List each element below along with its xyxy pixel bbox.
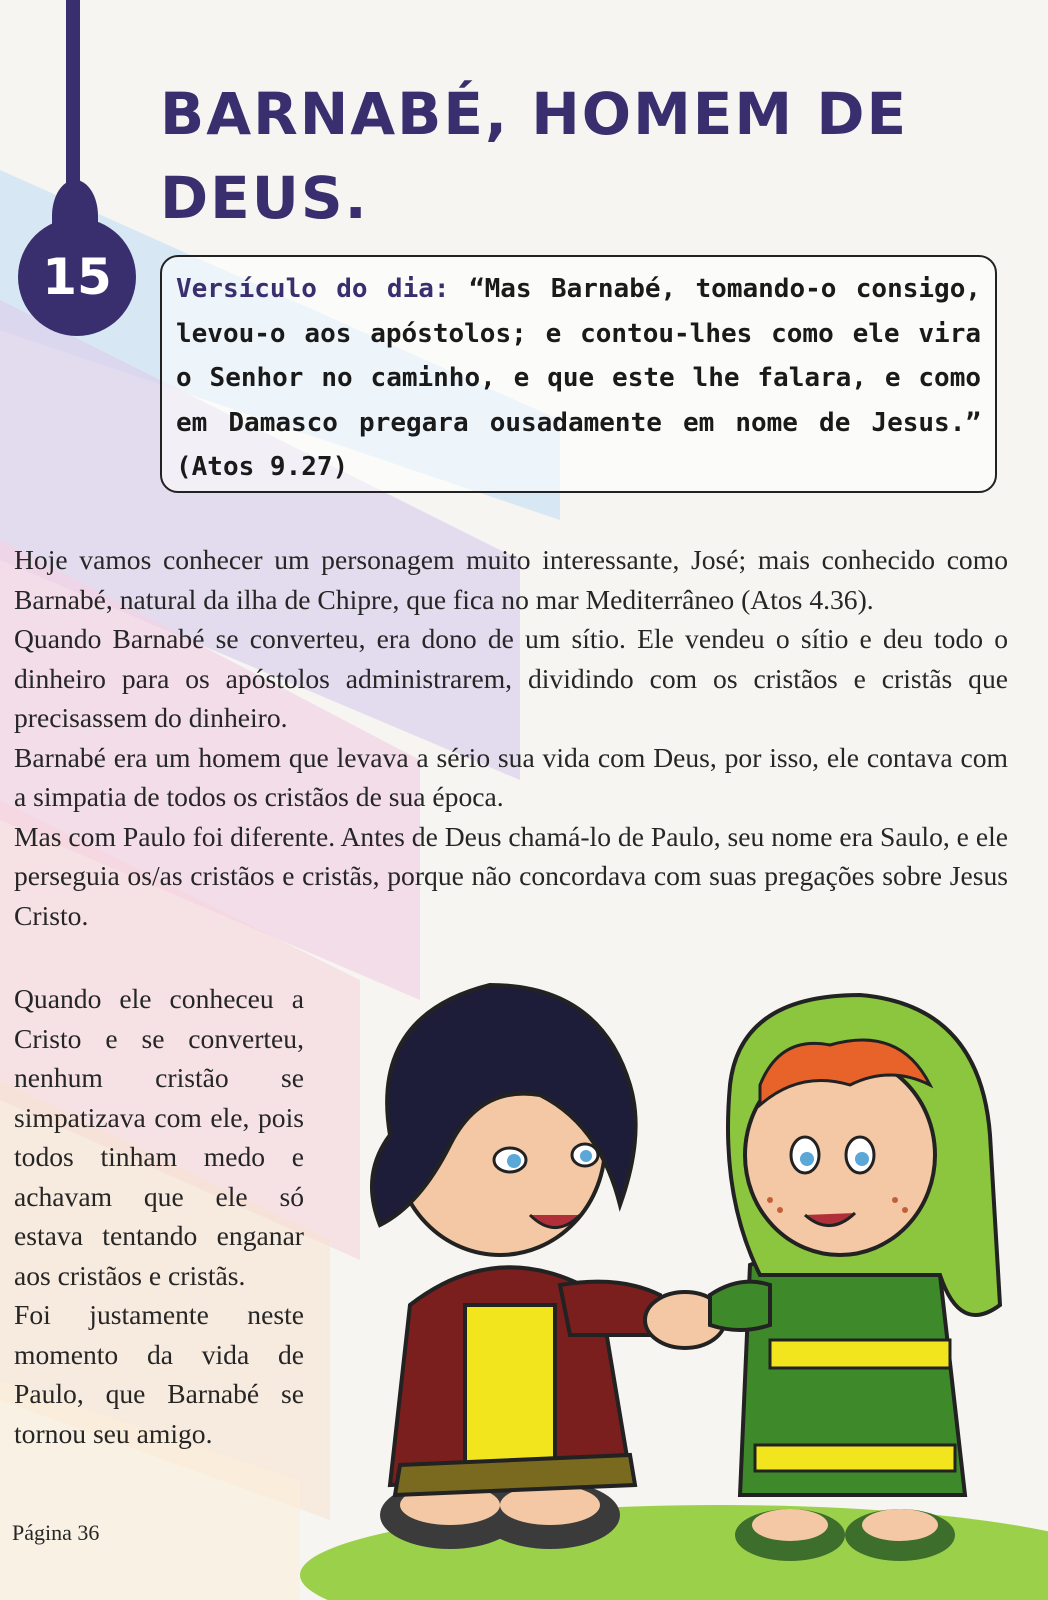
decorative-vertical-line [66,0,80,210]
left-character [372,985,660,1549]
paragraph: Barnabé era um homem que levava a sério sua vida com Deus, por isso, ele contava com a simpatia de todos os cristãos de sua época. [14,741,1008,812]
lesson-number-badge [18,218,136,336]
barnabas-and-paul-handshake-illustration [300,975,1048,1600]
lesson-number: 15 [42,248,112,306]
page-number: Página 36 [12,1520,100,1545]
verse-label: Versículo do dia: [176,274,450,304]
paragraph: Quando Barnabé se converteu, era dono de um sítio. Ele vendeu o sítio e deu todo o dinheiro para os apóstolos administrarem, dividindo com os cristãos e cristãs que precisassem do dinheiro. [14,623,1008,733]
paragraph: Mas com Paulo foi diferente. Antes de Deus chamá-lo de Paulo, seu nome era Saulo, e ele perseguia os/as cristãos e cristãs, porque não concordava com suas pregações sobre Jesus Cristo. [14,820,1008,931]
right-character [710,995,1000,1561]
paragraph: Hoje vamos conhecer um personagem muito interessante, José; mais conhecido como Barnabé, natural da ilha de Chipre, que fica no mar Mediterrâneo (Atos 4.36). [14,544,1008,615]
side-text-column [14,979,304,1453]
verse-text: “Mas Barnabé, tomando-o consigo, levou-o aos apóstolos; e contou-lhes como ele vira o Senhor no caminho, e que este lhe falara, e como em Damasco pregara ousadamente em nome de Jesus.” (Atos 9.27) [176,274,982,482]
body-text [14,540,1008,935]
verse-of-the-day-box [160,255,997,493]
paragraph: Foi justamente neste momento da vida de Paulo, que Barnabé se tornou seu amigo. [14,1299,304,1449]
paragraph: Quando ele conheceu a Cristo e se converteu, nenhum cristão se simpatizava com ele, pois todos tinham medo e achavam que ele só estava tentando enganar aos cristãos e cristãs. [14,983,304,1291]
page-title: BARNABÉ, HOMEM DE DEUS. [160,80,909,232]
